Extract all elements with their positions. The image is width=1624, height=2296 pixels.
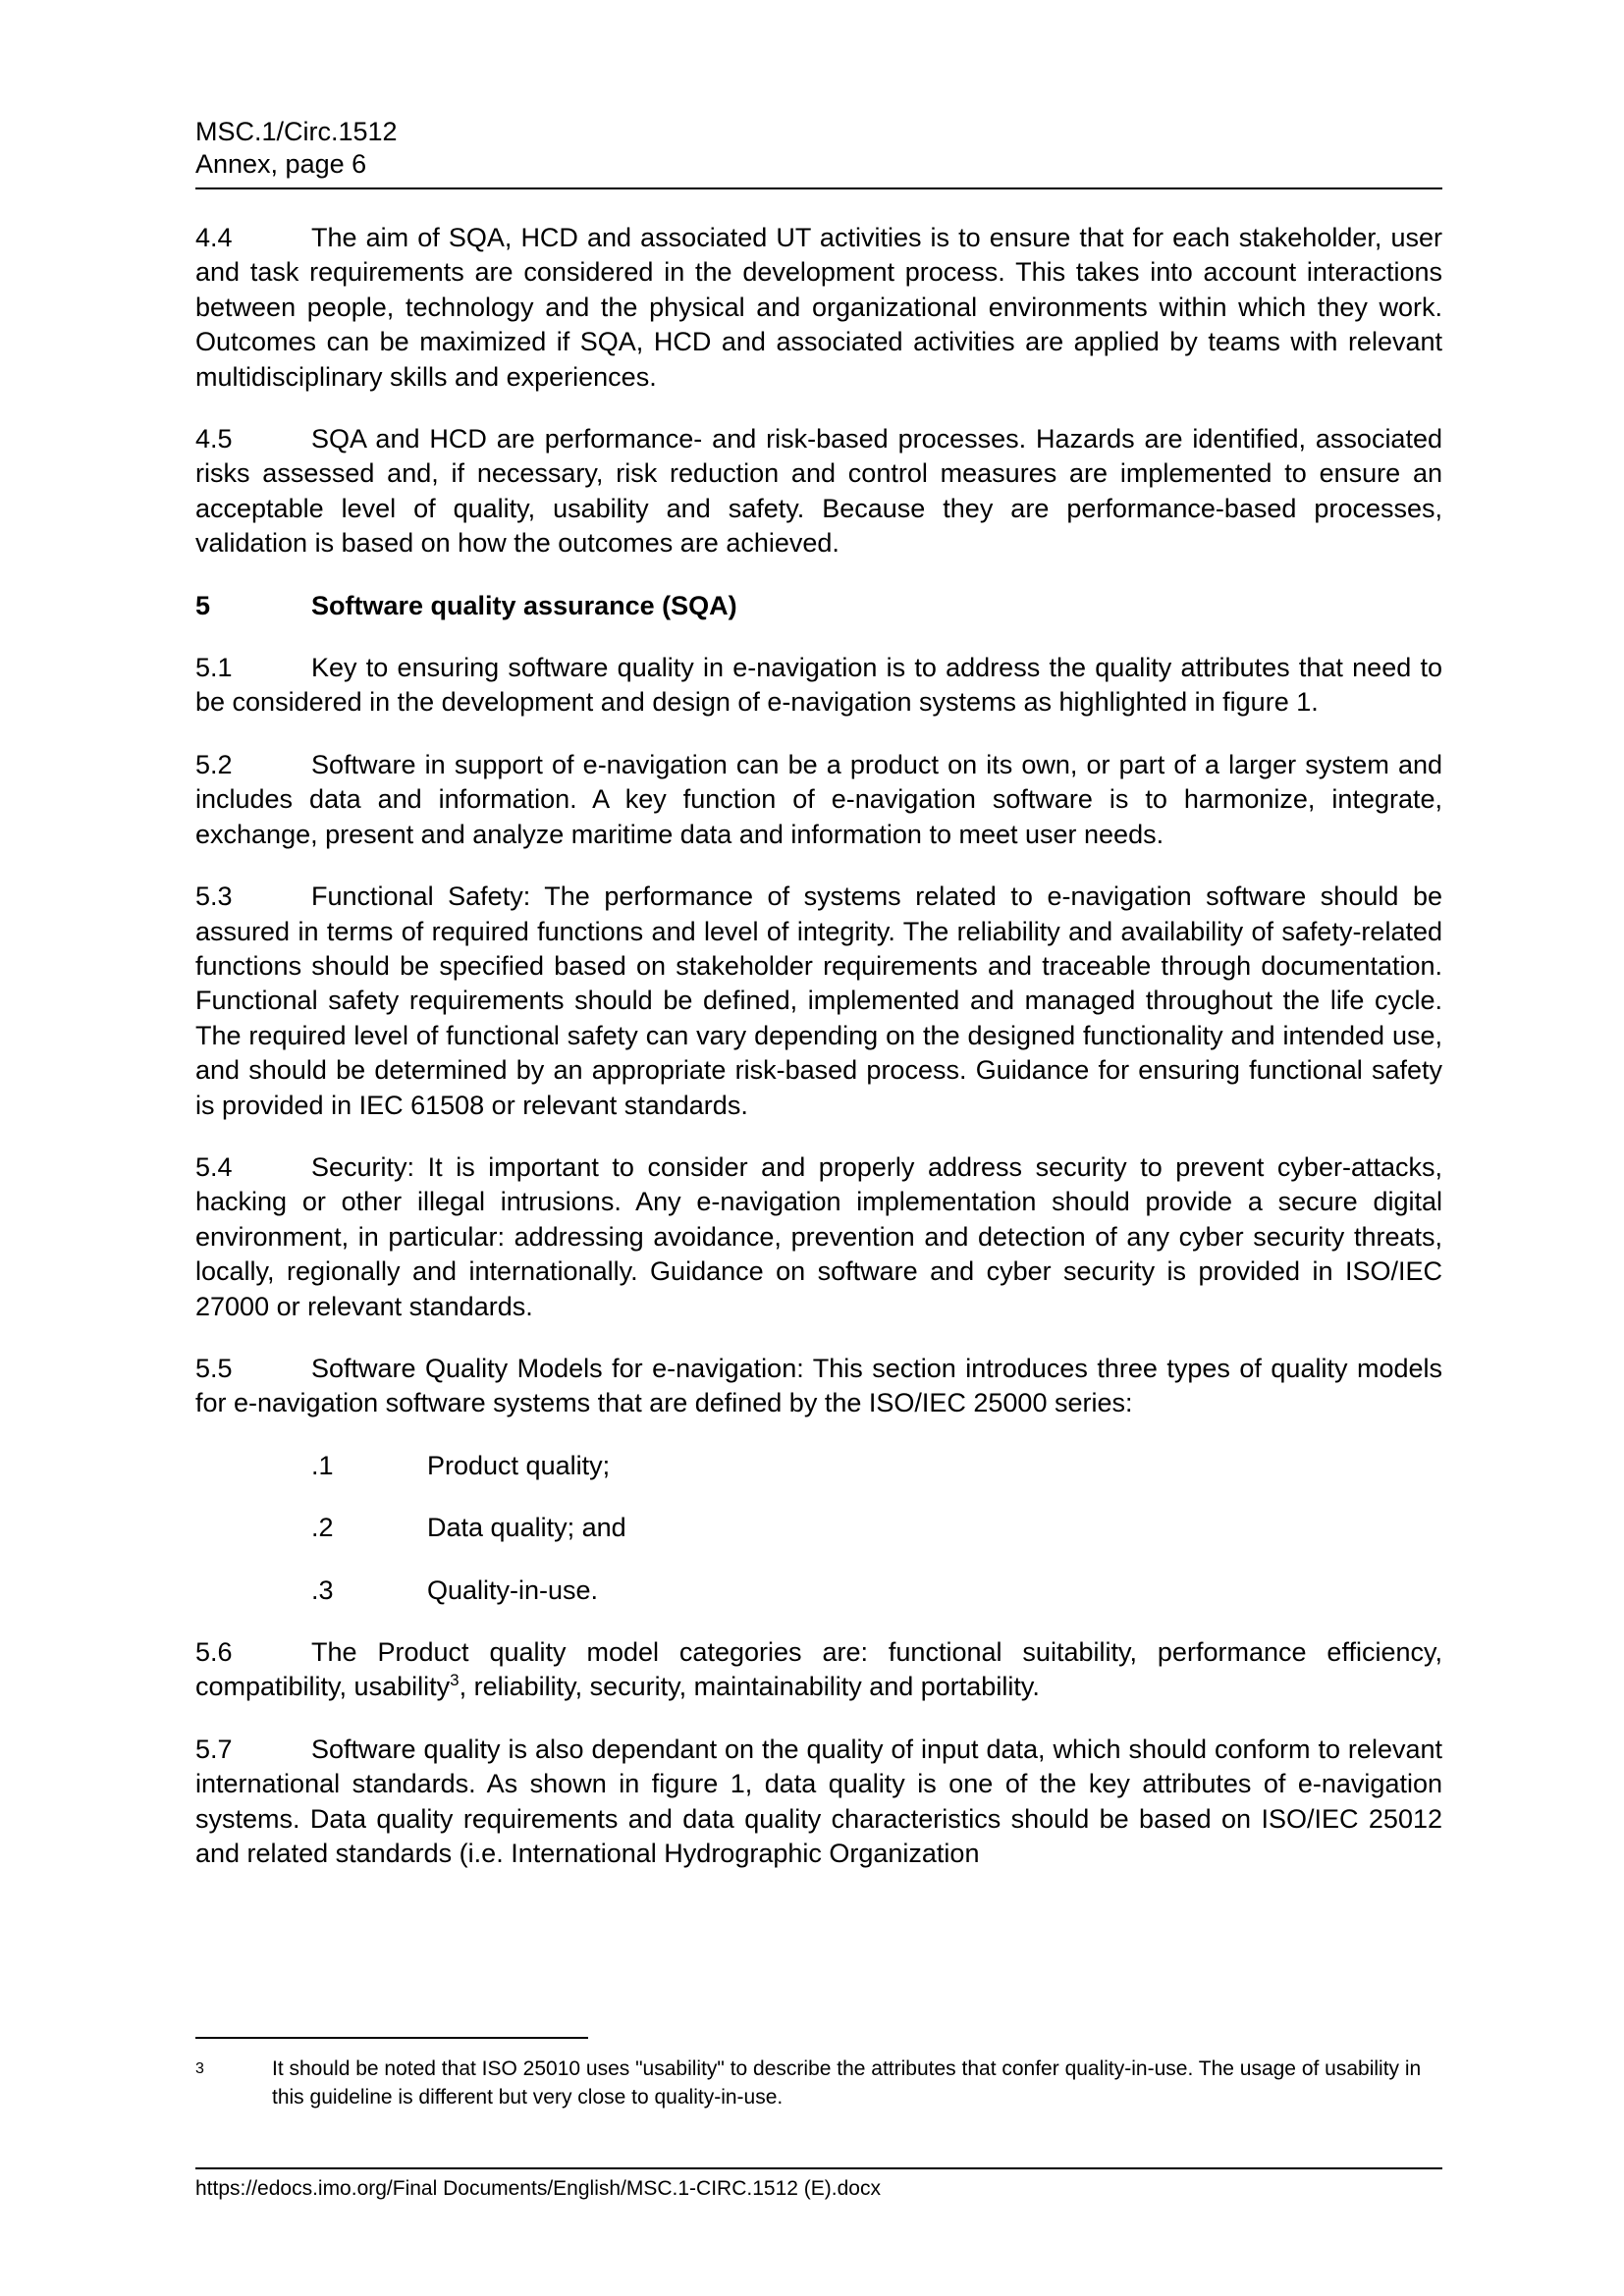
paragraph-text: Software in support of e-navigation can be a product on its own, or part of a larger system and includes data and information. A key function of e-navigation software is to harmonize, integrate, exchange, present and analyze maritime data and information to meet user needs. (195, 749, 1442, 849)
paragraph-5-6 (195, 1635, 1442, 1705)
list-item-number: .1 (311, 1450, 334, 1480)
paragraph-number: 5.3 (195, 881, 233, 912)
page-reference: Annex, page 6 (195, 149, 367, 179)
paragraph-5-2 (195, 748, 1442, 852)
footnote-number: 3 (195, 2060, 204, 2077)
footnote-divider (195, 2037, 588, 2039)
list-item-text: Data quality; and (427, 1513, 626, 1543)
list-item-number: .3 (311, 1575, 334, 1605)
document-reference: MSC.1/Circ.1512 (195, 117, 398, 146)
paragraph-5-4 (195, 1150, 1442, 1324)
paragraph-number: 5.7 (195, 1734, 233, 1764)
paragraph-4-5 (195, 422, 1442, 561)
paragraph-number: 4.5 (195, 424, 233, 454)
paragraph-5-3 (195, 880, 1442, 1123)
page-header (195, 116, 1442, 181)
paragraph-text: The Product quality model categories are: functional suitability, performance efficiency, compatibility, usability (195, 1637, 1442, 1702)
paragraph-number: 5.6 (195, 1637, 233, 1667)
header-divider (195, 187, 1442, 189)
paragraph-5-5 (195, 1352, 1442, 1421)
document-body (195, 221, 1442, 1898)
paragraph-text: Key to ensuring software quality in e-navigation is to address the quality attributes that need to be considered in the development and design of e-navigation systems as highlighted in figure 1. (195, 653, 1442, 718)
paragraph-text: Software quality is also dependant on the quality of input data, which should conform to relevant international standards. As shown in figure 1, data quality is one of the key attributes of e-navigation systems. Data quality requirements and data quality characteristics should be based on ISO/IEC 25012 and related standards (i.e. International Hydrographic Organization (195, 1734, 1442, 1869)
footnote (195, 2055, 1442, 2111)
list-item-text: Product quality; (427, 1450, 611, 1480)
paragraph-text-continued: , reliability, security, maintainability and portability. (459, 1672, 1040, 1702)
paragraph-text: Software Quality Models for e-navigation: This section introduces three types of quality models for e-navigation software systems that are defined by the ISO/IEC 25000 series: (195, 1353, 1442, 1418)
paragraph-text: Functional Safety: The performance of systems related to e-navigation software should be assured in terms of required functions and level of integrity. The reliability and availability of safety-related functions should be specified based on stakeholder requirements and traceable through documentation. Functional safety requirements should be defined, implemented and managed throughout the life cycle. The required level of functional safety can vary depending on the designed functionality and intended use, and should be determined by an appropriate risk-based process. Guidance for ensuring functional safety is provided in IEC 61508 or relevant standards. (195, 881, 1442, 1120)
footnote-reference[interactable]: 3 (450, 1671, 460, 1690)
footer-divider (195, 2167, 1442, 2169)
list-item (195, 1449, 1442, 1483)
list-item-number: .2 (311, 1513, 334, 1543)
paragraph-number: 5.1 (195, 653, 233, 683)
list-item (195, 1511, 1442, 1545)
list-item-text: Quality-in-use. (427, 1575, 599, 1605)
footer-file-path: https://edocs.imo.org/Final Documents/English/MSC.1-CIRC.1512 (E).docx (195, 2177, 881, 2200)
footnote-text: It should be noted that ISO 25010 uses "usability" to describe the attributes that confer quality-in-use. The usage of usability in this guideline is different but very close to quality-in-use. (272, 2057, 1422, 2109)
section-heading (195, 589, 1442, 623)
paragraph-number: 5.5 (195, 1353, 233, 1383)
paragraph-number: 5.4 (195, 1151, 233, 1182)
paragraph-4-4 (195, 221, 1442, 395)
paragraph-number: 4.4 (195, 223, 233, 252)
section-number: 5 (195, 590, 211, 620)
paragraph-5-7 (195, 1733, 1442, 1872)
paragraph-text: SQA and HCD are performance- and risk-based processes. Hazards are identified, associated risks assessed and, if necessary, risk reduction and control measures are implemented to ensure an acceptable level of quality, usability and safety. Because they are performance-based processes, validation is based on how the outcomes are achieved. (195, 424, 1442, 559)
paragraph-5-1 (195, 651, 1442, 721)
paragraph-text: The aim of SQA, HCD and associated UT activities is to ensure that for each stakeholder, user and task requirements are considered in the development process. This takes into account interactions between people, technology and the physical and organizational environments within which they work. Outcomes can be maximized if SQA, HCD and associated activities are applied by teams with relevant multidisciplinary skills and experiences. (195, 223, 1442, 392)
section-title: Software quality assurance (SQA) (311, 590, 737, 620)
paragraph-number: 5.2 (195, 749, 233, 779)
paragraph-text: Security: It is important to consider and properly address security to prevent cyber-attacks, hacking or other illegal intrusions. Any e-navigation implementation should provide a secure digital environment, in particular: addressing avoidance, prevention and detection of any cyber security threats, locally, regionally and internationally. Guidance on software and cyber security is provided in ISO/IEC 27000 or relevant standards. (195, 1151, 1442, 1321)
list-item (195, 1574, 1442, 1608)
